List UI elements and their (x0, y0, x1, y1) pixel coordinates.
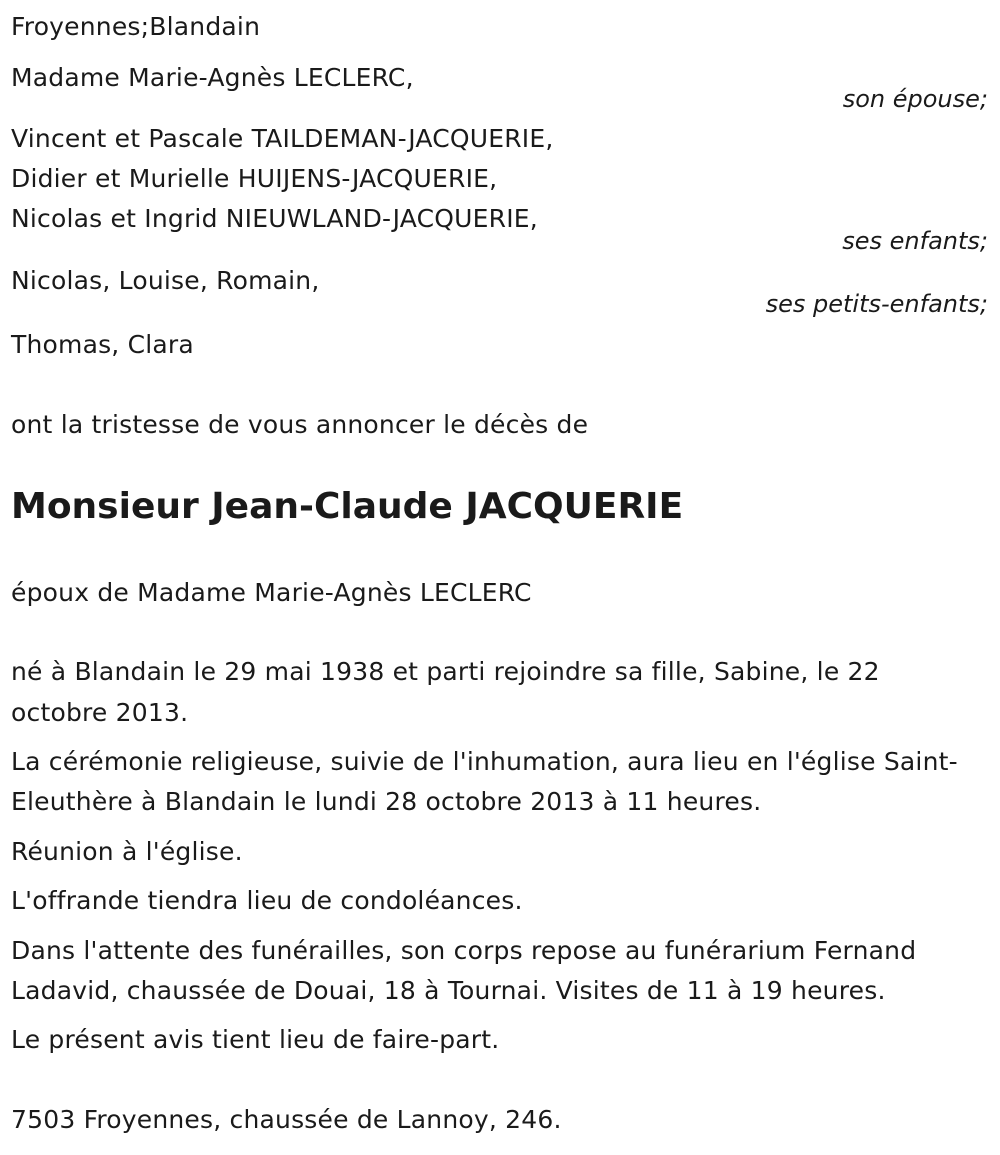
funeral-home-line-2: Ladavid, chaussée de Douai, 18 à Tournai. Visites de 11 à 19 heures. (11, 976, 886, 1005)
offering-line: L'offrande tiendra lieu de condoléances. (11, 886, 523, 915)
ceremony-line-2: Eleuthère à Blandain le lundi 28 octobre 2013 à 11 heures. (11, 787, 762, 816)
spouse-role: son épouse; (842, 85, 988, 113)
announcement-line: ont la tristesse de vous annoncer le décès de (11, 410, 589, 439)
address-line: 7503 Froyennes, chaussée de Lannoy, 246. (11, 1105, 562, 1134)
birth-line-1: né à Blandain le 29 mai 1938 et parti rejoindre sa fille, Sabine, le 22 (11, 657, 880, 686)
ceremony-line-1: La cérémonie religieuse, suivie de l'inhumation, aura lieu en l'église Saint- (11, 747, 958, 776)
deceased-name: Monsieur Jean-Claude JACQUERIE (11, 486, 684, 527)
child-line-3: Nicolas et Ingrid NIEUWLAND-JACQUERIE, (11, 204, 538, 233)
notice-line: Le présent avis tient lieu de faire-part. (11, 1025, 500, 1054)
grandchildren-names: Nicolas, Louise, Romain, (11, 266, 320, 295)
grandchildren-role: ses petits-enfants; (765, 290, 988, 318)
birth-line-2: octobre 2013. (11, 698, 189, 727)
child-line-1: Vincent et Pascale TAILDEMAN-JACQUERIE, (11, 124, 554, 153)
location-line: Froyennes;Blandain (11, 12, 261, 41)
child-line-2: Didier et Murielle HUIJENS-JACQUERIE, (11, 164, 498, 193)
children-role: ses enfants; (842, 227, 988, 255)
others-names: Thomas, Clara (11, 330, 194, 359)
meeting-line: Réunion à l'église. (11, 837, 243, 866)
spouse-of-line: époux de Madame Marie-Agnès LECLERC (11, 578, 532, 607)
spouse-name: Madame Marie-Agnès LECLERC, (11, 63, 414, 92)
funeral-home-line-1: Dans l'attente des funérailles, son corps repose au funérarium Fernand (11, 936, 917, 965)
